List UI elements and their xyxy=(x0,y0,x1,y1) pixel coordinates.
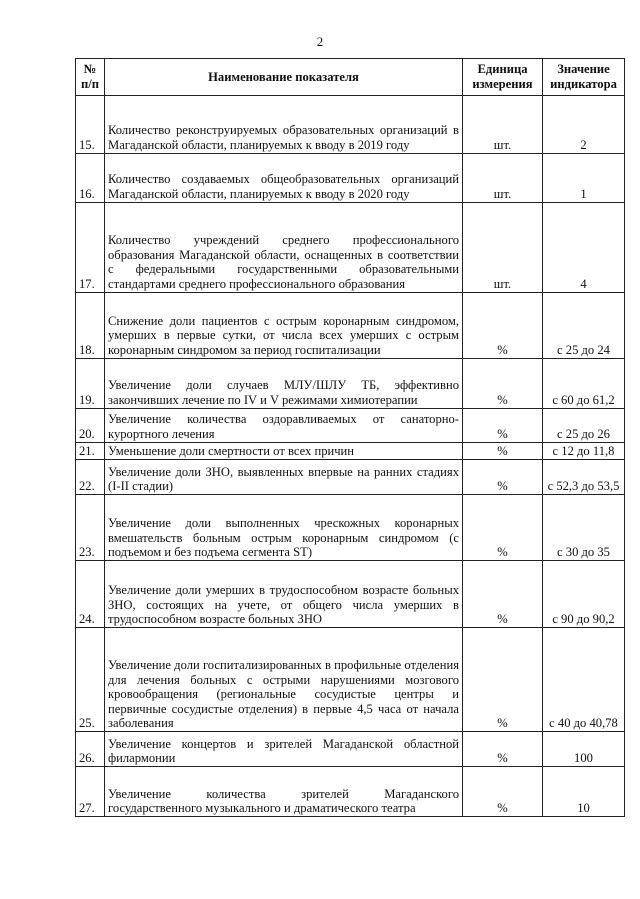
row-name: Количество создаваемых общеобразовательных организаций Магаданской области, планируемых к вводу в 2020 году xyxy=(105,154,463,203)
row-value: с 60 до 61,2 xyxy=(543,359,625,409)
table-row xyxy=(76,359,625,409)
table-row xyxy=(76,561,625,628)
row-name: Увеличение доли выполненных чрескожных коронарных вмешательств больным острым коронарным синдромом (с подъемом и без подъема сегмента ST) xyxy=(105,495,463,561)
row-num: 20. xyxy=(76,409,105,443)
row-name: Увеличение концертов и зрителей Магаданской областной филармонии xyxy=(105,732,463,767)
row-value: 100 xyxy=(543,732,625,767)
row-unit: % xyxy=(463,443,543,460)
row-value: с 25 до 26 xyxy=(543,409,625,443)
row-value: 2 xyxy=(543,96,625,154)
row-num: 22. xyxy=(76,460,105,495)
header-name: Наименование показателя xyxy=(105,59,463,96)
row-unit: % xyxy=(463,495,543,561)
row-unit: шт. xyxy=(463,203,543,293)
row-name: Увеличение доли госпитализированных в профильные отделения для лечения больных с острыми нарушениями мозгового кровообращения (региональные сосудистые центры и первичные сосудистые отделения) в первые 4,5 часа от начала заболевания xyxy=(105,628,463,732)
table-row xyxy=(76,495,625,561)
row-name: Количество реконструируемых образовательных организаций в Магаданской области, планируемых к вводу в 2019 году xyxy=(105,96,463,154)
row-num: 21. xyxy=(76,443,105,460)
table-row xyxy=(76,732,625,767)
row-unit: % xyxy=(463,359,543,409)
row-value: с 12 до 11,8 xyxy=(543,443,625,460)
row-value: с 90 до 90,2 xyxy=(543,561,625,628)
header-value: Значение индикатора xyxy=(543,59,625,96)
row-num: 23. xyxy=(76,495,105,561)
row-unit: % xyxy=(463,561,543,628)
row-unit: % xyxy=(463,732,543,767)
row-unit: % xyxy=(463,460,543,495)
table-row xyxy=(76,767,625,817)
row-name: Снижение доли пациентов с острым коронарным синдромом, умерших в первые сутки, от числа всех умерших с острым коронарным синдромом за период госпитализации xyxy=(105,293,463,359)
table-row xyxy=(76,96,625,154)
row-value: с 30 до 35 xyxy=(543,495,625,561)
row-unit: шт. xyxy=(463,154,543,203)
table-row xyxy=(76,293,625,359)
page-number: 2 xyxy=(316,34,324,49)
table-row xyxy=(76,460,625,495)
row-num: 24. xyxy=(76,561,105,628)
row-num: 17. xyxy=(76,203,105,293)
row-name: Количество учреждений среднего профессионального образования Магаданской области, оснащенных в соответствии с федеральными государственными образовательными стандартами среднего профессионального образования xyxy=(105,203,463,293)
row-name: Увеличение количества зрителей Магаданского государственного музыкального и драматического театра xyxy=(105,767,463,817)
row-unit: % xyxy=(463,409,543,443)
row-value: 10 xyxy=(543,767,625,817)
row-value: с 25 до 24 xyxy=(543,293,625,359)
row-value: с 40 до 40,78 xyxy=(543,628,625,732)
table-row xyxy=(76,203,625,293)
row-name: Увеличение количества оздоравливаемых от санаторно-курортного лечения xyxy=(105,409,463,443)
row-num: 16. xyxy=(76,154,105,203)
table-header-row xyxy=(76,59,625,96)
indicators-table xyxy=(75,58,625,817)
row-name: Увеличение доли ЗНО, выявленных впервые на ранних стадиях (I-II стадии) xyxy=(105,460,463,495)
row-name: Увеличение доли случаев МЛУ/ШЛУ ТБ, эффективно закончивших лечение по IV и V режимами химиотерапии xyxy=(105,359,463,409)
row-name: Увеличение доли умерших в трудоспособном возрасте больных ЗНО, состоящих на учете, от общего числа умерших в трудоспособном возрасте больных ЗНО xyxy=(105,561,463,628)
header-num: № п/п xyxy=(76,59,105,96)
row-num: 26. xyxy=(76,732,105,767)
row-value: с 52,3 до 53,5 xyxy=(543,460,625,495)
row-unit: шт. xyxy=(463,96,543,154)
table-row xyxy=(76,154,625,203)
row-num: 19. xyxy=(76,359,105,409)
table-row xyxy=(76,628,625,732)
row-num: 18. xyxy=(76,293,105,359)
row-name: Уменьшение доли смертности от всех причин xyxy=(105,443,463,460)
header-unit: Единица измерения xyxy=(463,59,543,96)
row-unit: % xyxy=(463,628,543,732)
row-num: 25. xyxy=(76,628,105,732)
row-num: 27. xyxy=(76,767,105,817)
table-row xyxy=(76,443,625,460)
row-num: 15. xyxy=(76,96,105,154)
table-row xyxy=(76,409,625,443)
row-value: 1 xyxy=(543,154,625,203)
row-value: 4 xyxy=(543,203,625,293)
row-unit: % xyxy=(463,767,543,817)
row-unit: % xyxy=(463,293,543,359)
